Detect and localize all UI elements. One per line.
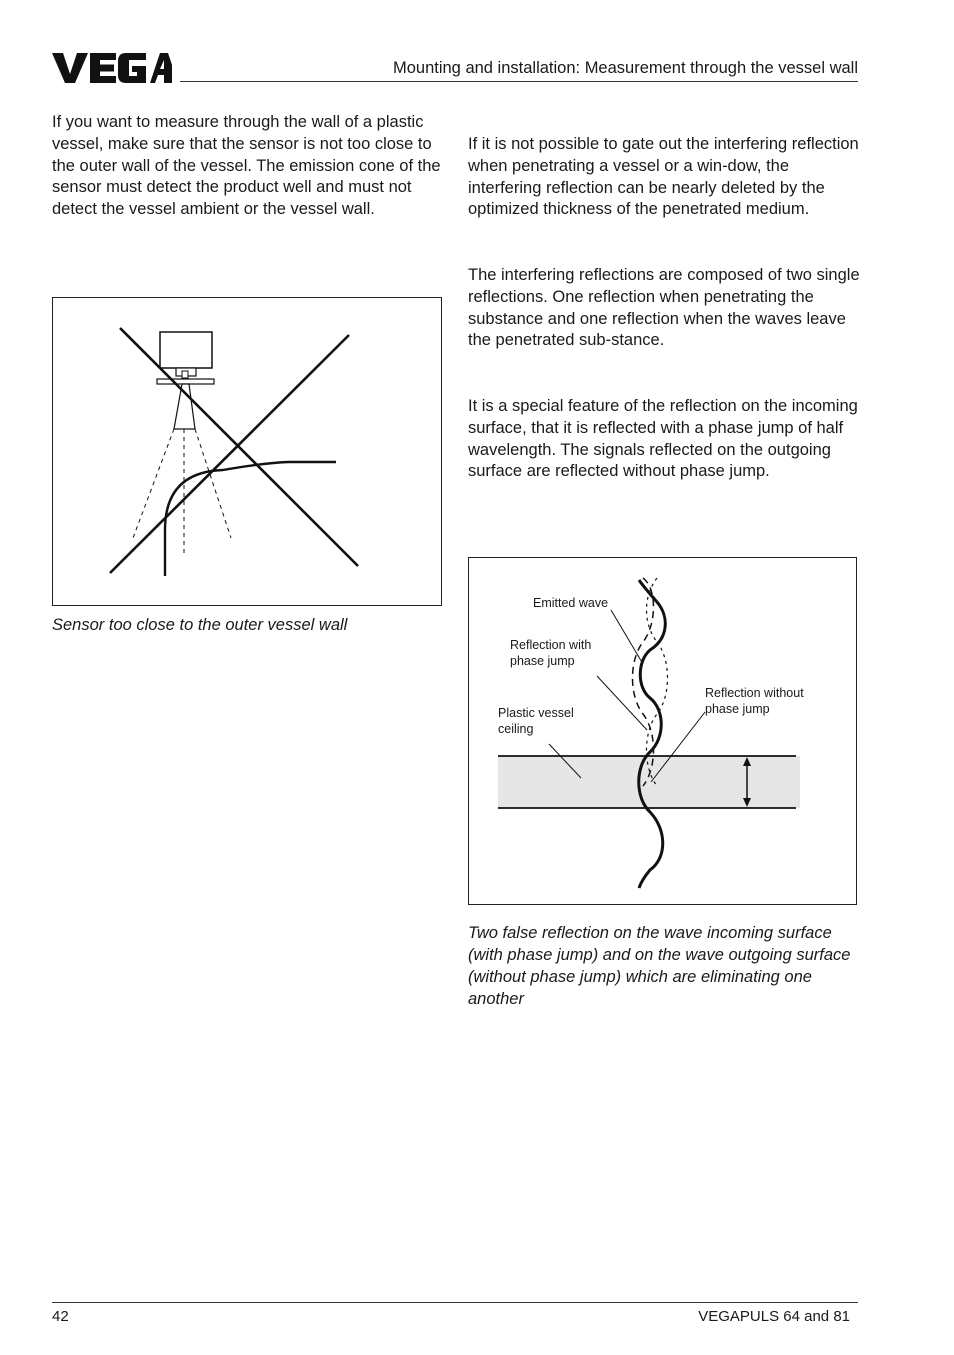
composition-paragraph: The interfering reflections are composed of two single reflections. One reflection when penetrating the substance and one reflection when the waves leave the penetrated sub-stance. [468, 266, 860, 350]
product-name: VEGAPULS 64 and 81 [698, 1308, 850, 1325]
footer-divider [52, 1302, 858, 1303]
figure-1-caption: Sensor too close to the outer vessel wall [52, 616, 348, 634]
header-divider [180, 81, 858, 82]
reflection-without-phase-jump-label: Reflection without phase jump [705, 686, 804, 716]
plastic-vessel-ceiling-label: Plastic vessel ceiling [498, 706, 574, 736]
vega-logo [52, 50, 172, 86]
reflection-figure [468, 557, 857, 905]
emitted-wave-label: Emitted wave [533, 596, 609, 610]
intro-paragraph: If you want to measure through the wall of a plastic vessel, make sure that the sensor is not too close to the outer wall of the vessel. The emission cone of the sensor must detect the product well and must not detect the vessel ambient or the vessel wall. [52, 113, 441, 219]
reflection-with-phase-jump-label: Reflection with phase jump [510, 638, 592, 668]
page-number: 42 [52, 1308, 69, 1325]
figure-2-caption: Two false reflection on the wave incoming surface (with phase jump) and on the wave outgoing surface (without phase jump) which are eliminating one another [468, 924, 851, 1008]
sensor-diagram [53, 298, 441, 605]
gating-paragraph: If it is not possible to gate out the interfering reflection when penetrating a vessel or a win-dow, the interfering reflection can be nearly deleted by the optimized thickness of the penetrated medium. [468, 135, 859, 219]
header-title: Mounting and installation: Measurement through the vessel wall [392, 59, 858, 77]
sensor-too-close-figure [52, 297, 442, 606]
phase-jump-paragraph: It is a special feature of the reflection on the incoming surface, that it is reflected with a phase jump of half wavelength. The signals reflected on the outgoing surface are reflected without phase jump. [468, 397, 858, 481]
